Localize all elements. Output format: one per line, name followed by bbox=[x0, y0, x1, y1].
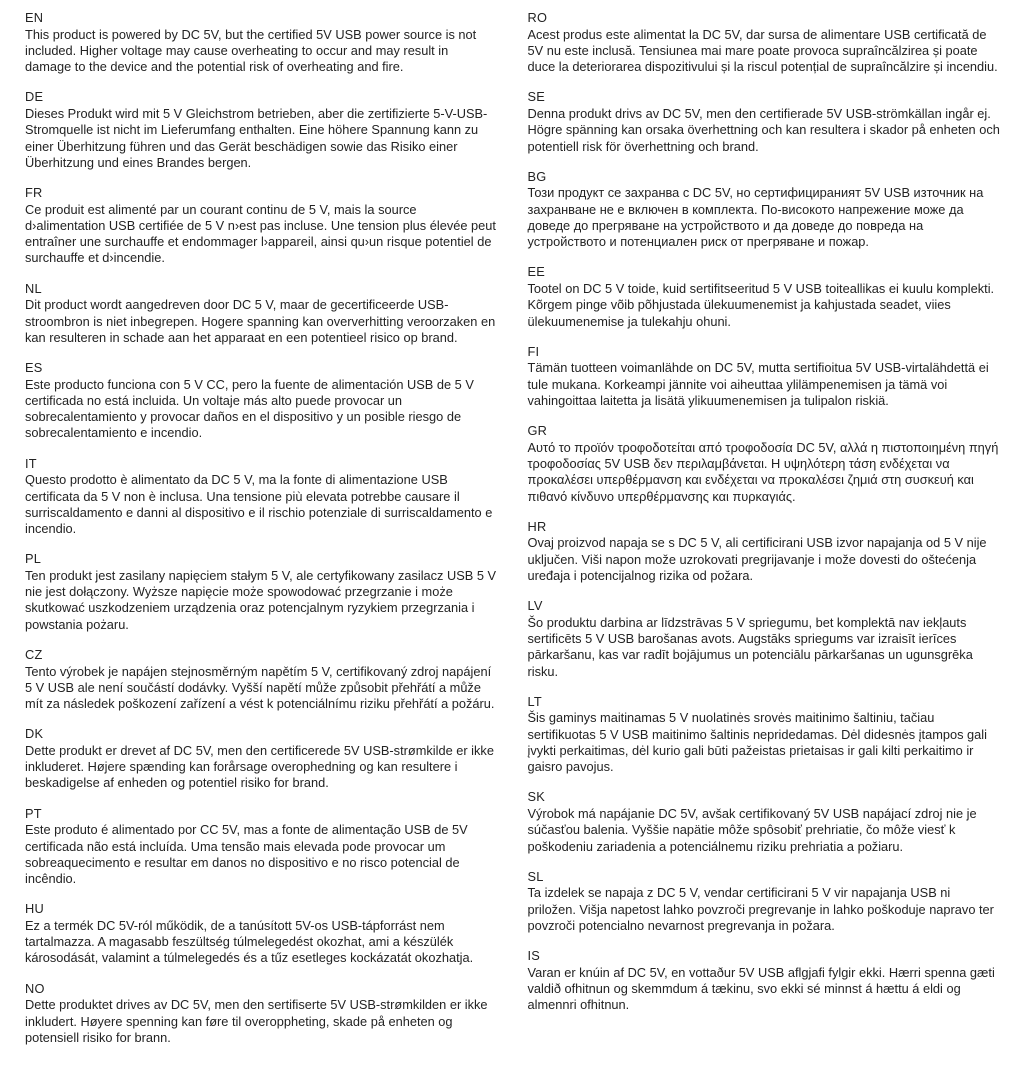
language-code-hr: HR bbox=[527, 518, 547, 534]
entry-cz bbox=[25, 647, 498, 712]
warning-text-hr: Ovaj proizvod napaja se s DC 5 V, ali certificirani USB izvor napajanja od 5 V nije uključen. Viši napon može uzrokovati pregrijavanje i može dovesti do oštećenja uređaja i potencijalnog rizika od požara. bbox=[527, 535, 987, 583]
warning-text-is: Varan er knúin af DC 5V, en vottaður 5V USB aflgjafi fylgir ekki. Hærri spenna gæti valdið ofhitnun og skemmdum á tækinu, svo ekki sé minnst á hættu á eldi og almennri ofhitnun. bbox=[527, 964, 995, 1013]
language-code-it: IT bbox=[25, 455, 37, 471]
entry-hr bbox=[528, 519, 1001, 584]
entry-lt bbox=[528, 694, 1001, 776]
language-code-pl: PL bbox=[25, 551, 42, 567]
language-code-fr: FR bbox=[25, 185, 43, 200]
warning-text-ee: Tootel on DC 5 V toide, kuid sertifitseeritud 5 V USB toiteallikas ei kuulu komplekti. Kõrgem pinge võib põhjustada ülekuumenemist ja kahjustada seadet, viies ülekuumenemise ja tulekahju ohuni. bbox=[527, 281, 995, 329]
language-code-gr: GR bbox=[527, 423, 548, 439]
warning-text-pl: Ten produkt jest zasilany napięciem stałym 5 V, ale certyfikowany zasilacz USB 5 V nie jest dołączony. Wyższe napięcie może spowodować przegrzanie i może skutkować uszkodzeniem urządzenia oraz potencjalnym ryzykiem przegrzania i powstania pożaru. bbox=[25, 567, 497, 632]
warning-text-bg: Този продукт се захранва с DC 5V, но сертифицираният 5V USB източник на захранване не е включен в комплекта. По-високото напрежение може да доведе до прегряване на устройството и да доведе до повреда на устройството и потенциален риск от прегряване и пожар. bbox=[527, 185, 984, 250]
language-code-is: IS bbox=[527, 948, 540, 964]
warning-text-dk: Dette produkt er drevet af DC 5V, men den certificerede 5V USB-strømkilde er ikke inkluderet. Højere spænding kan forårsage overophedning og kan resultere i beskadigelse af enheden og potentiel risiko for brand. bbox=[25, 742, 494, 791]
warning-text-se: Denna produkt drivs av DC 5V, men den certifierade 5V USB-strömkällan ingår ej. Högre spänning kan orsaka överhettning och kan resultera i skador på enheten och potentiell risk för överhettning och brand. bbox=[527, 106, 1000, 154]
language-code-se: SE bbox=[527, 89, 545, 105]
warning-text-sk: Výrobok má napájanie DC 5V, avšak certifikovaný 5V USB napájací zdroj nie je súčasťou balenia. Vyššie napätie môže spôsobiť prehriatie, čo môže viesť k poškodeniu zariadenia a potenciálnemu riziku prehriatia a požiaru. bbox=[527, 806, 977, 854]
language-code-lv: LV bbox=[527, 598, 543, 614]
language-code-cz: CZ bbox=[25, 646, 43, 662]
entry-sk bbox=[528, 789, 1001, 854]
warning-text-hu: Ez a termék DC 5V-ról működik, de a tanúsított 5V-os USB-tápforrást nem tartalmazza. A magasabb feszültség túlmelegedést okozhat, ami a készülék károsodását, valamint a túlmelegedés és a tűz esetleges kockázatát okozhatja. bbox=[25, 917, 474, 966]
entry-dk bbox=[25, 726, 498, 791]
entry-hu bbox=[25, 901, 498, 966]
entry-nl bbox=[25, 281, 498, 346]
entry-gr bbox=[528, 423, 1001, 505]
language-code-ro: RO bbox=[527, 10, 548, 25]
entry-ro bbox=[528, 10, 1001, 75]
entry-bg bbox=[528, 169, 1001, 251]
language-code-en: EN bbox=[25, 10, 44, 25]
entry-en bbox=[25, 10, 498, 75]
warning-text-fr: Ce produit est alimenté par un courant continu de 5 V, mais la source d›alimentation USB certifiée de 5 V n›est pas incluse. Une tension plus élevée peut entraîner une surchauffe et endommager l›appareil, ainsi qu›un risque potentiel de surchauffe et d›incendie. bbox=[25, 201, 496, 266]
language-code-lt: LT bbox=[527, 693, 542, 709]
warning-text-cz: Tento výrobek je napájen stejnosměrným napětím 5 V, certifikovaný zdroj napájení 5 V USB ale není součástí dodávky. Vyšší napětí může způsobit přehřátí a může mít za následek poškození zařízení a vést k potenciálnímu riziku přehřátí a požáru. bbox=[25, 663, 495, 711]
entry-fr bbox=[25, 185, 498, 267]
entry-es bbox=[25, 360, 498, 442]
left-column bbox=[25, 10, 498, 1060]
warning-text-en: This product is powered by DC 5V, but the certified 5V USB power source is not included. Higher voltage may cause overheating to occur and may result in damage to the device and the potential risk of overheating and fire. bbox=[25, 26, 477, 75]
language-code-dk: DK bbox=[25, 726, 44, 742]
language-code-sl: SL bbox=[527, 868, 544, 884]
entry-de bbox=[25, 89, 498, 171]
entry-it bbox=[25, 456, 498, 538]
language-code-de: DE bbox=[25, 89, 44, 105]
language-code-ee: EE bbox=[527, 264, 545, 280]
language-code-pt: PT bbox=[25, 805, 42, 821]
entry-pt bbox=[25, 806, 498, 888]
warning-text-fi: Tämän tuotteen voimanlähde on DC 5V, mutta sertifioitua 5V USB-virtalähdettä ei tule mukana. Korkeampi jännite voi aiheuttaa ylilämpenemisen ja tämä voi vahingoittaa laitetta ja lisätä ylikuumenemisen ja tulipalon riskiä. bbox=[527, 360, 989, 408]
language-code-nl: NL bbox=[25, 280, 42, 296]
warning-text-lv: Šo produktu darbina ar līdzstrāvas 5 V spriegumu, bet komplektā nav iekļauts sertificēts 5 V USB barošanas avots. Augstāks spriegums var izraisīt ierīces pārkaršanu, kas var radīt bojājumus un potenciālu pārkaršanas un ugunsgrēka risku. bbox=[527, 614, 973, 679]
warning-text-no: Dette produktet drives av DC 5V, men den sertifiserte 5V USB-strømkilden er ikke inkludert. Høyere spenning kan føre til overoppheting, skade på enheten og potensiell risiko for brann. bbox=[25, 997, 488, 1045]
warning-text-sl: Ta izdelek se napaja z DC 5 V, vendar certificirani 5 V vir napajanja USB ni priložen. Višja napetost lahko povzroči pregrevanje in lahko poškoduje napravo ter povzroči potencialno nevarnost pregrevanja in požara. bbox=[527, 885, 994, 933]
entry-se bbox=[528, 89, 1001, 154]
warning-text-pt: Este produto é alimentado por CC 5V, mas a fonte de alimentação USB de 5V certificada não está incluída. Uma tensão mais elevada pode provocar um sobreaquecimento e resultar em danos no dispositivo e no risco potencial de incêndio. bbox=[25, 822, 468, 886]
warning-text-es: Este producto funciona con 5 V CC, pero la fuente de alimentación USB de 5 V certificada no está incluida. Un voltaje más alto puede provocar un sobrecalentamiento y provocar daños en el dispositivo y un posible riesgo de sobrecalentamiento e incendio. bbox=[25, 376, 474, 441]
right-column bbox=[528, 10, 1001, 1060]
entry-lv bbox=[528, 598, 1001, 680]
language-code-no: NO bbox=[25, 980, 45, 996]
language-code-bg: BG bbox=[527, 168, 547, 184]
warning-text-de: Dieses Produkt wird mit 5 V Gleichstrom betrieben, aber die zertifizierte 5-V-USB-Stromquelle ist nicht im Lieferumfang enthalten. Eine höhere Spannung kann zu einer Überhitzung führen und das Gerät beschädigen sowie das Risiko einer Überhitzung und eines Brandes bergen. bbox=[25, 106, 488, 170]
entry-is bbox=[528, 948, 1001, 1013]
warning-text-lt: Šis gaminys maitinamas 5 V nuolatinės srovės maitinimo šaltiniu, tačiau sertifikuotas 5 V USB maitinimo šaltinis nepridedamas. Dėl didesnės įtampos gali įvykti perkaitimas, dėl kurio gali būti pažeistas prietaisas ir gali kilti perkaitimo ir gaisro pavojus. bbox=[527, 710, 987, 775]
entry-pl bbox=[25, 551, 498, 633]
warning-text-ro: Acest produs este alimentat la DC 5V, dar sursa de alimentare USB certificată de 5V nu este inclusă. Tensiunea mai mare poate provoca supraîncălzirea și poate duce la deteriorarea dispozitivului și la riscul potențial de supraîncălzire și incendiu. bbox=[527, 26, 998, 75]
language-code-sk: SK bbox=[527, 789, 545, 805]
warning-text-nl: Dit product wordt aangedreven door DC 5 V, maar de gecertificeerde USB-stroombron is niet inbegrepen. Hogere spanning kan oververhitting veroorzaken en kan resulteren in schade aan het apparaat en een potentieel risico op brand. bbox=[25, 297, 496, 345]
entry-sl bbox=[528, 869, 1001, 934]
language-code-fi: FI bbox=[527, 343, 540, 359]
entry-fi bbox=[528, 344, 1001, 409]
language-code-es: ES bbox=[25, 360, 43, 375]
entry-ee bbox=[528, 264, 1001, 329]
language-code-hu: HU bbox=[25, 901, 44, 917]
warning-text-it: Questo prodotto è alimentato da DC 5 V, ma la fonte di alimentazione USB certificata da 5 V non è inclusa. Una tensione più elevata potrebbe causare il surriscaldamento e danni al dispositivo e il rischio potenziale di surriscaldamento e incendio. bbox=[25, 472, 493, 536]
entry-no bbox=[25, 981, 498, 1046]
warning-text-gr: Αυτό το προϊόν τροφοδοτείται από τροφοδοσία DC 5V, αλλά η πιστοποιημένη πηγή τροφοδοσίας 5V USB δεν περιλαμβάνεται. Η υψηλότερη τάση ενδέχεται να προκαλέσει υπερθέρμανση και ενδέχεται να προκαλέσει ζημιά στη συσκευή και πιθανό κίνδυνο υπερθέρμανσης και πυρκαγιάς. bbox=[527, 439, 999, 504]
